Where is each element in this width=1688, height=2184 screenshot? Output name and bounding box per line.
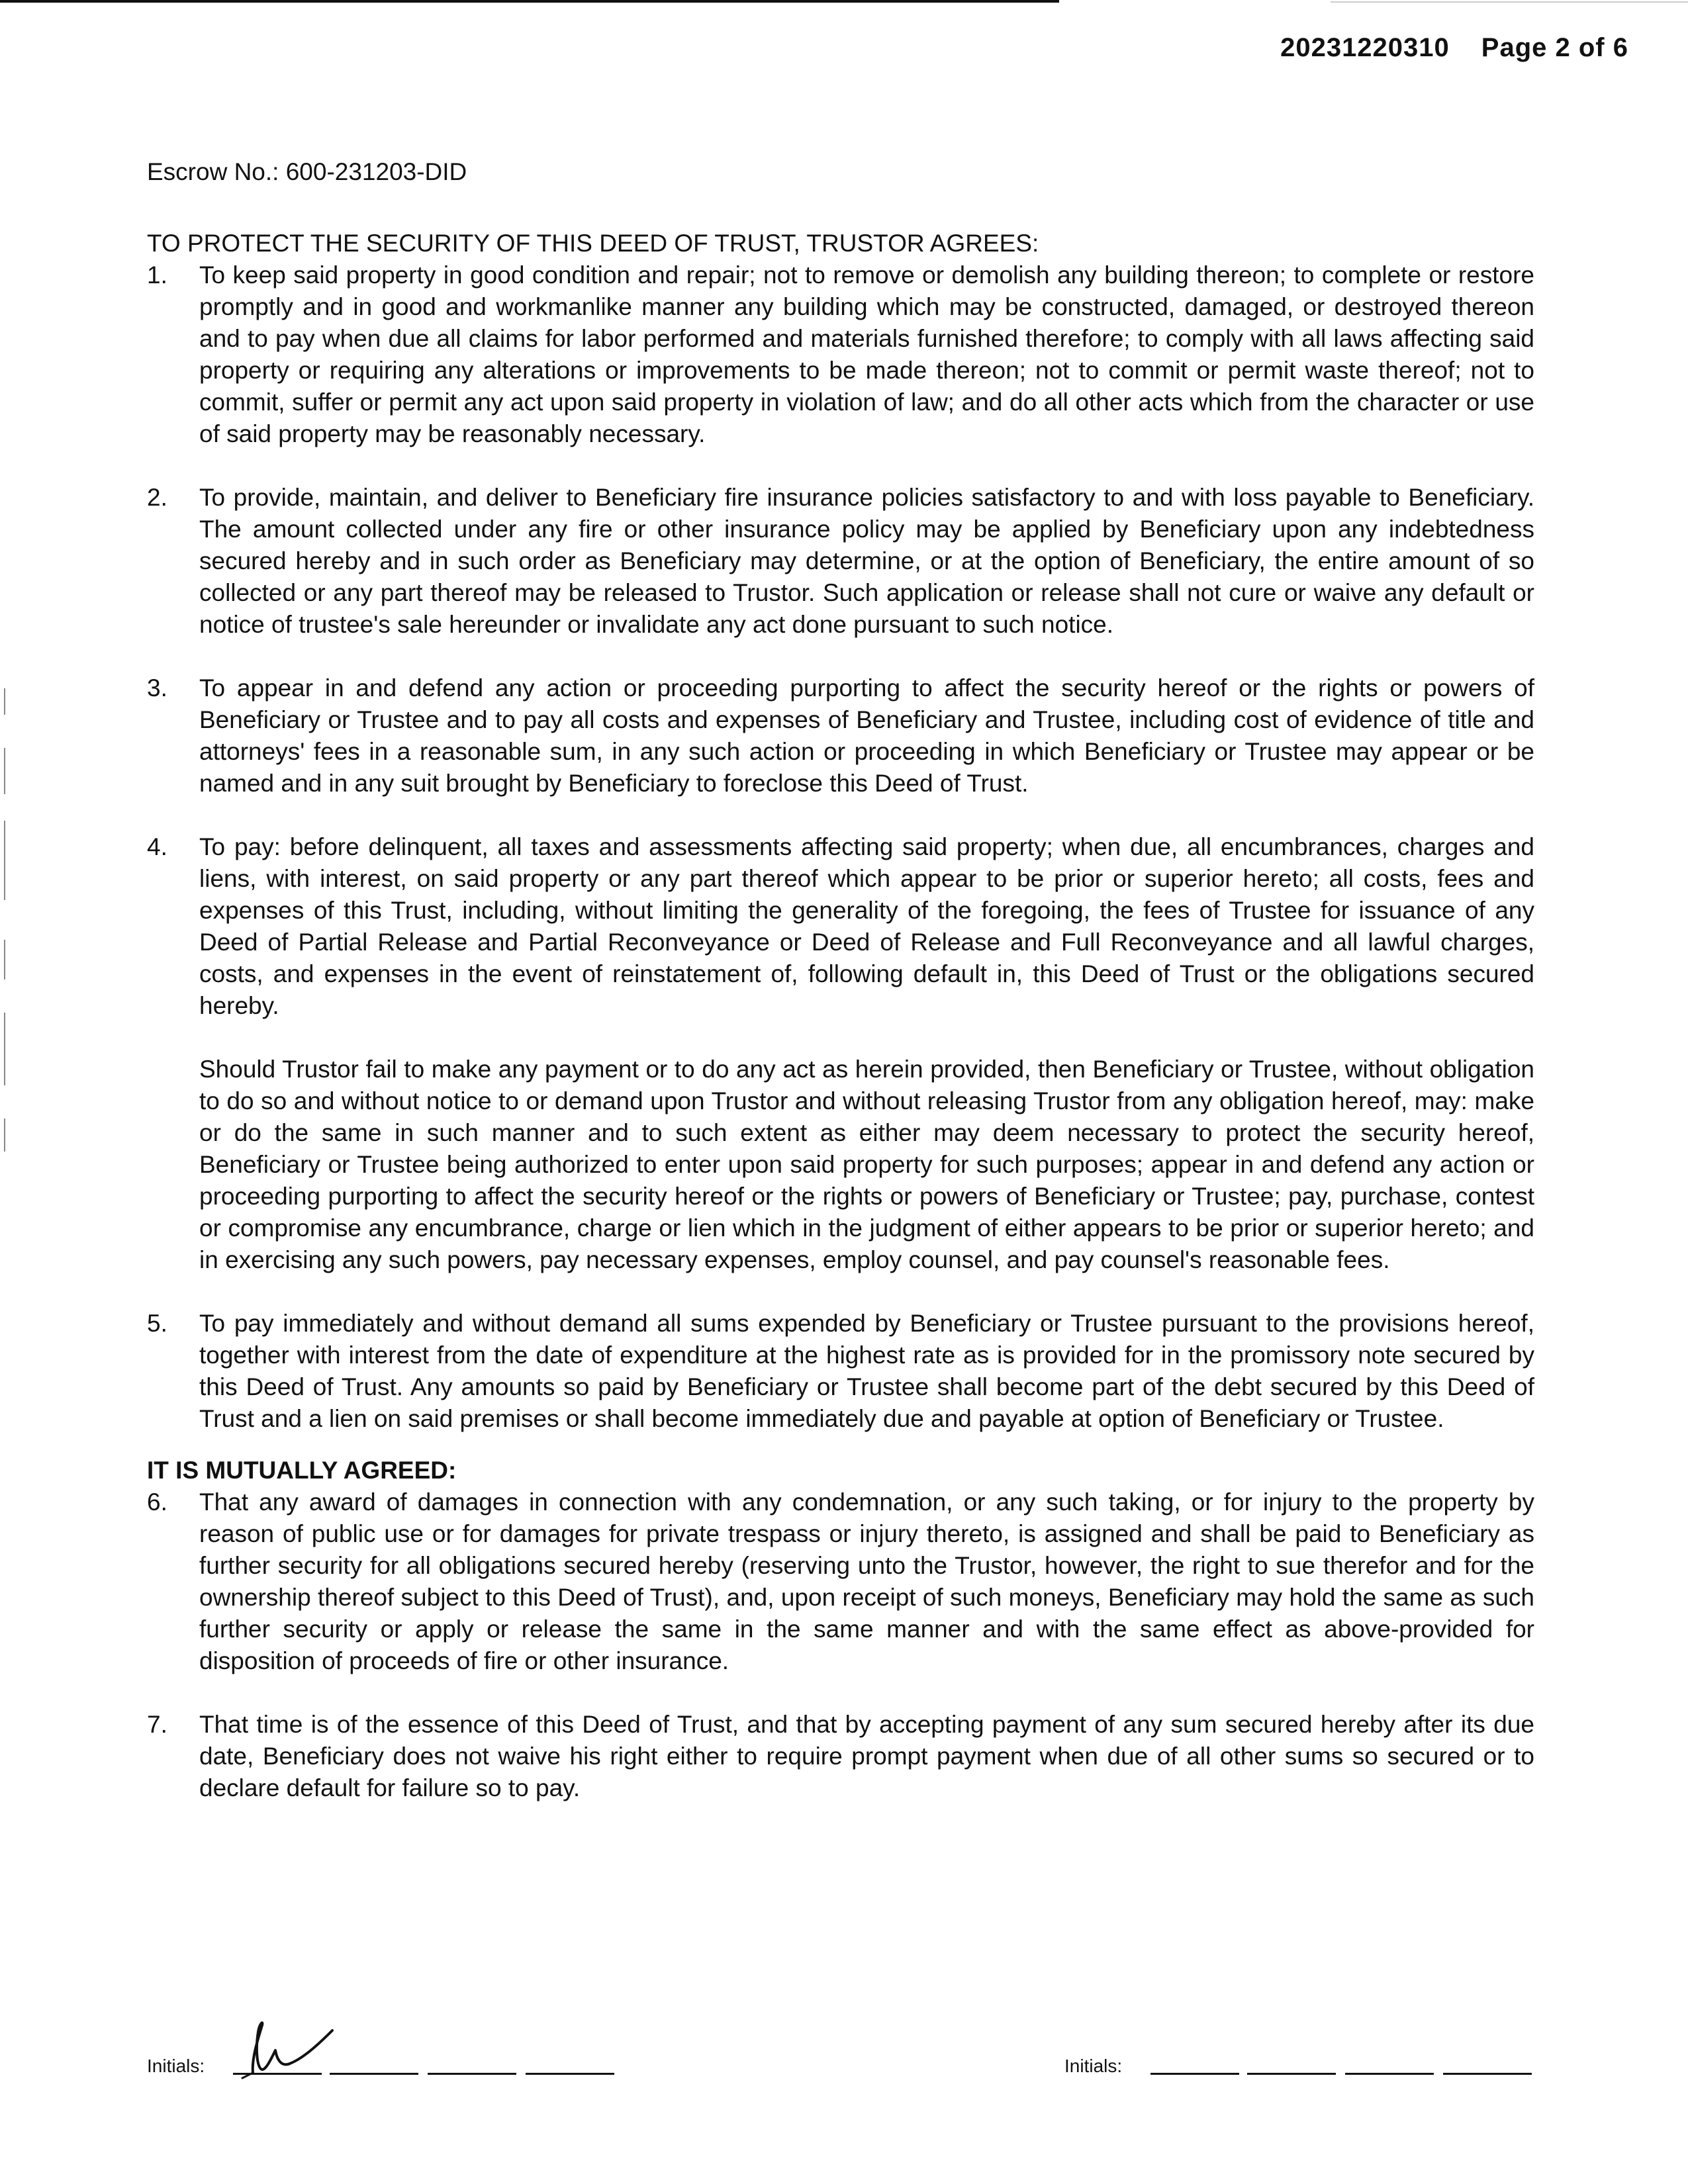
document-number: 20231220310	[1280, 33, 1450, 62]
clause-paragraph: To pay immediately and without demand all sums expended by Beneficiary or Trustee pursuant to the provisions hereof, together with interest from the date of expenditure at the highest rate as is provided for in the promissory note secured by this Deed of Trust. Any amounts so paid by Beneficiary or Trustee shall become part of the debt secured by this Deed of Trust and a lien on said premises or shall become immediately due and payable at option of Beneficiary or Trustee.	[199, 1310, 1534, 1432]
initials-label-right: Initials:	[1064, 2056, 1123, 2076]
clause-paragraph: That any award of damages in connection with any condemnation, or any such taking, or for injury to the property by reason of public use or for damages for private trespass or injury thereto, is assigned and shall be paid to Beneficiary as further security for all obligations secured hereby (reserving unto the Trustor, however, the right to sue therefor and for the ownership thereof subject to this Deed of Trust), and, upon receipt of such moneys, Beneficiary may hold the same as such further security or apply or release the same in the same manner and with the same effect as above-provided for disposition of proceeds of fire or other insurance.	[199, 1488, 1534, 1674]
clause-list-trustor	[147, 259, 1534, 1435]
initials-line-8[interactable]	[1443, 2073, 1532, 2075]
clause-number: 1.	[147, 261, 167, 289]
clause-list-mutual	[147, 1486, 1534, 1804]
initials-line-4[interactable]	[526, 2073, 614, 2075]
clause-item	[147, 831, 1534, 1276]
initials-row	[147, 2019, 1534, 2085]
clause-paragraph: Should Trustor fail to make any payment or to do any act as herein provided, then Beneficiary or Trustee, without obligation to do so and without notice to or demand upon Trustor and without releasing Trustor from any obligation hereof, may: make or do the same in such manner and to such extent as either may deem necessary to protect the security hereof, Beneficiary or Trustee being authorized to enter upon said property for such purposes; appear in and defend any action or proceeding purporting to affect the security hereof or the rights or powers of Beneficiary or Trustee; pay, purchase, contest or compromise any encumbrance, charge or lien which in the judgment of either appears to be prior or superior hereto; and in exercising any such powers, pay necessary expenses, employ counsel, and pay counsel's reasonable fees.	[199, 1056, 1534, 1273]
escrow-number: Escrow No.: 600-231203-DID	[147, 158, 467, 185]
clause-number: 7.	[147, 1711, 167, 1738]
initials-line-7[interactable]	[1345, 2073, 1434, 2075]
page-label: Page 2 of 6	[1481, 33, 1628, 62]
section-mutually-agreed	[147, 1455, 1534, 1804]
section-heading-trustor-agrees: TO PROTECT THE SECURITY OF THIS DEED OF TRUST, TRUSTOR AGREES:	[147, 230, 1039, 257]
clause-item	[147, 1709, 1534, 1804]
clause-paragraph: To pay: before delinquent, all taxes and assessments affecting said property; when due, all encumbrances, charges and liens, with interest, on said property or any part thereof which appear to be prior or superior hereto; all costs, fees and expenses of this Trust, including, without limiting the generality of the foregoing, the fees of Trustee for issuance of any Deed of Partial Release and Partial Reconveyance or Deed of Release and Full Reconveyance and all lawful charges, costs, and expenses in the event of reinstatement of, following default in, this Deed of Trust or the obligations secured hereby.	[199, 833, 1534, 1019]
top-rule-faint	[1331, 1, 1688, 3]
clause-item	[147, 1308, 1534, 1435]
clause-number: 2.	[147, 484, 167, 511]
initials-line-5[interactable]	[1150, 2073, 1239, 2075]
margin-marks	[4, 688, 7, 1152]
clause-item	[147, 259, 1534, 450]
initials-line-6[interactable]	[1247, 2073, 1336, 2075]
initials-label-left: Initials:	[147, 2056, 205, 2076]
clause-number: 4.	[147, 833, 167, 860]
top-rule	[0, 0, 1059, 3]
initials-line-3[interactable]	[428, 2073, 516, 2075]
clause-paragraph: To provide, maintain, and deliver to Beneficiary fire insurance policies satisfactory to and with loss payable to Beneficiary. The amount collected under any fire or other insurance policy may be applied by Beneficiary upon any indebtedness secured hereby and in such order as Beneficiary may determine, or at the option of Beneficiary, the entire amount of so collected or any part thereof may be released to Trustor. Such application or release shall not cure or waive any default or notice of trustee's sale hereunder or invalidate any act done pursuant to such notice.	[199, 484, 1534, 638]
clause-item	[147, 672, 1534, 799]
section-heading-mutually-agreed: IT IS MUTUALLY AGREED:	[147, 1457, 457, 1484]
page-header	[1280, 33, 1628, 63]
clause-paragraph: That time is of the essence of this Deed of Trust, and that by accepting payment of any sum secured hereby after its due date, Beneficiary does not waive his right either to require prompt payment when due of all other sums so secured or to declare default for failure so to pay.	[199, 1711, 1534, 1801]
clause-number: 6.	[147, 1488, 167, 1516]
clause-item	[147, 1486, 1534, 1677]
document-body	[147, 156, 1534, 1836]
initials-line-1[interactable]	[233, 2073, 322, 2075]
clause-number: 5.	[147, 1310, 167, 1337]
clause-paragraph: To keep said property in good condition and repair; not to remove or demolish any building thereon; to complete or restore promptly and in good and workmanlike manner any building which may be constructed, damaged, or destroyed thereon and to pay when due all claims for labor performed and materials furnished therefore; to comply with all laws affecting said property or requiring any alterations or improvements to be made thereon; not to commit or permit waste thereof; not to commit, suffer or permit any act upon said property in violation of law; and do all other acts which from the character or use of said property may be reasonably necessary.	[199, 261, 1534, 447]
clause-paragraph: To appear in and defend any action or proceeding purporting to affect the security hereof or the rights or powers of Beneficiary or Trustee and to pay all costs and expenses of Beneficiary and Trustee, including cost of evidence of title and attorneys' fees in a reasonable sum, in any such action or proceeding in which Beneficiary or Trustee may appear or be named and in any suit brought by Beneficiary to foreclose this Deed of Trust.	[199, 674, 1534, 797]
initials-line-2[interactable]	[330, 2073, 418, 2075]
clause-item	[147, 482, 1534, 641]
clause-number: 3.	[147, 674, 167, 702]
